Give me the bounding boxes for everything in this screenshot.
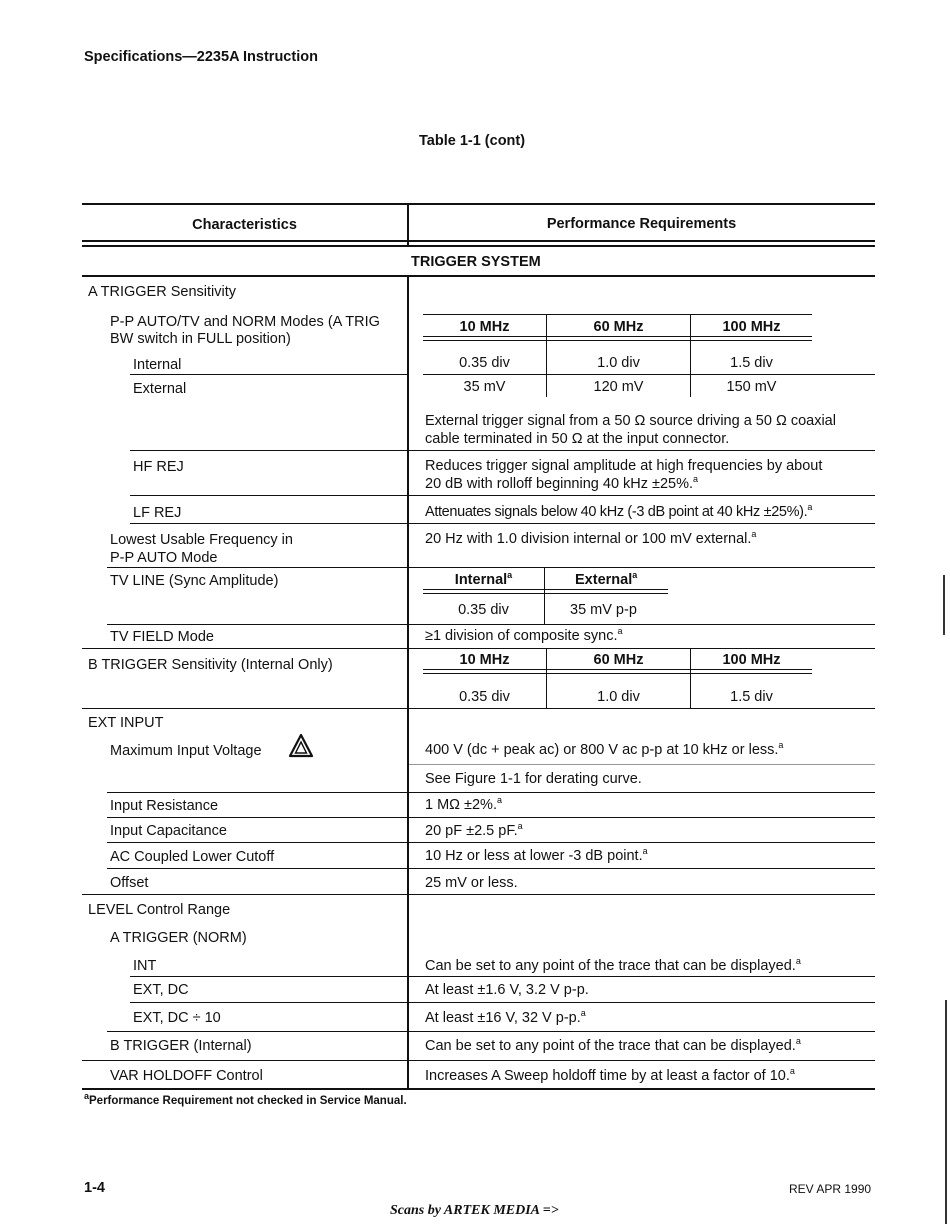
- column-divider: [407, 276, 409, 1088]
- external-value-100mhz: 150 mV: [726, 379, 777, 395]
- subtable-rule: [423, 374, 812, 375]
- a-trigger-mode-line1: P-P AUTO/TV and NORM Modes (A TRIG: [110, 314, 380, 330]
- b-value-10mhz: 0.35 div: [459, 689, 510, 705]
- footnote-text: Performance Requirement not checked in Service Manual.: [89, 1095, 407, 1107]
- row-rule: [82, 1060, 875, 1061]
- offset-label: Offset: [110, 875, 149, 891]
- var-holdoff-value: Increases A Sweep holdoff time by at least a factor of 10.: [425, 1068, 790, 1084]
- lowest-freq-line2: P-P AUTO Mode: [110, 550, 218, 566]
- b-freq-header-100mhz: 100 MHz: [722, 652, 781, 668]
- row-rule: [130, 1002, 875, 1003]
- row-rule: [107, 792, 875, 793]
- row-rule: [812, 374, 875, 375]
- a-trigger-label: A TRIGGER Sensitivity: [88, 284, 236, 300]
- external-note-line2: cable terminated in 50 Ω at the input connector.: [425, 431, 730, 447]
- lowest-freq-value: 20 Hz with 1.0 division internal or 100 mV external.: [425, 531, 752, 547]
- a-trigger-mode-line2: BW switch in FULL position): [110, 331, 291, 347]
- row-rule: [409, 764, 875, 765]
- footnote-marker: a: [795, 956, 801, 967]
- internal-value-60mhz: 1.0 div: [597, 355, 640, 371]
- ac-cutoff-label: AC Coupled Lower Cutoff: [110, 849, 275, 865]
- tv-line-header-external: External: [575, 572, 633, 588]
- column-header-characteristics: Characteristics: [192, 217, 297, 233]
- int-value: Can be set to any point of the trace that can be displayed.: [425, 958, 796, 974]
- internal-label: Internal: [133, 357, 182, 373]
- capacitance-label: Input Capacitance: [110, 823, 227, 839]
- max-voltage-value: 400 V (dc + peak ac) or 800 V ac p-p at 10 kHz or less.: [425, 742, 779, 758]
- internal-value-10mhz: 0.35 div: [459, 355, 510, 371]
- subtable-rule: [423, 336, 812, 337]
- hf-rej-label: HF REJ: [133, 459, 184, 475]
- hf-rej-line1: Reduces trigger signal amplitude at high frequencies by about: [425, 458, 823, 474]
- tv-field-value: ≥1 division of composite sync.: [425, 628, 618, 644]
- row-rule: [130, 374, 407, 375]
- revision-date: REV APR 1990: [789, 1182, 872, 1196]
- tv-field-label: TV FIELD Mode: [110, 629, 214, 645]
- table-top-rule: [82, 203, 875, 205]
- subtable-rule: [423, 593, 668, 594]
- footnote-marker: a: [778, 740, 784, 751]
- tv-line-value-internal: 0.35 div: [458, 602, 509, 618]
- subtable-rule: [423, 340, 812, 341]
- row-rule: [107, 624, 875, 625]
- footnote-marker: a: [642, 846, 648, 857]
- footnote-marker: a: [807, 502, 812, 513]
- var-holdoff-label: VAR HOLDOFF Control: [110, 1068, 263, 1084]
- footnote-marker: a: [617, 626, 623, 637]
- row-rule: [82, 708, 875, 709]
- row-rule: [107, 567, 875, 568]
- row-rule: [107, 817, 875, 818]
- footnote-marker: a: [693, 474, 699, 485]
- offset-value: 25 mV or less.: [425, 875, 518, 891]
- internal-value-100mhz: 1.5 div: [730, 355, 773, 371]
- scan-edge-mark: [943, 575, 945, 635]
- row-rule: [130, 976, 875, 977]
- b-freq-header-60mhz: 60 MHz: [593, 652, 644, 668]
- ext-dc10-value: At least ±16 V, 32 V p-p.: [425, 1010, 581, 1026]
- scan-credit: Scans by ARTEK MEDIA =>: [390, 1203, 559, 1218]
- ext-dc10-label: EXT, DC ÷ 10: [133, 1010, 221, 1026]
- footnote-marker: a: [84, 1091, 90, 1102]
- row-rule: [130, 495, 875, 496]
- level-a-trigger-label: A TRIGGER (NORM): [110, 930, 247, 946]
- row-rule: [130, 523, 875, 524]
- warning-triangle-icon: [288, 733, 314, 759]
- row-rule: [82, 894, 875, 895]
- ext-input-label: EXT INPUT: [88, 715, 164, 731]
- footnote-marker: a: [580, 1008, 586, 1019]
- footnote-marker: a: [751, 529, 757, 540]
- section-heading: TRIGGER SYSTEM: [411, 254, 541, 270]
- freq-header-60mhz: 60 MHz: [593, 319, 644, 335]
- ext-dc-value: At least ±1.6 V, 3.2 V p-p.: [425, 982, 589, 998]
- external-label: External: [133, 381, 187, 397]
- freq-header-10mhz: 10 MHz: [459, 319, 510, 335]
- footnote-marker: a: [517, 821, 523, 832]
- page-number: 1-4: [84, 1180, 105, 1196]
- subtable-rule: [423, 673, 812, 674]
- section-rule: [82, 275, 875, 277]
- footnote-marker: a: [789, 1066, 795, 1077]
- header-rule-1: [82, 240, 875, 242]
- subtable-rule: [423, 589, 668, 590]
- b-trigger-label: B TRIGGER Sensitivity (Internal Only): [88, 657, 333, 673]
- b-value-100mhz: 1.5 div: [730, 689, 773, 705]
- row-rule: [107, 1031, 875, 1032]
- row-rule: [82, 648, 875, 649]
- level-b-trigger-value: Can be set to any point of the trace that can be displayed.: [425, 1038, 796, 1054]
- tv-line-value-external: 35 mV p-p: [570, 602, 637, 618]
- footnote-marker: a: [795, 1036, 801, 1047]
- scan-edge-mark: [945, 1000, 947, 1224]
- external-value-60mhz: 120 mV: [593, 379, 644, 395]
- hf-rej-line2: 20 dB with rolloff beginning 40 kHz ±25%.: [425, 476, 694, 492]
- column-header-performance: Performance Requirements: [546, 216, 737, 232]
- level-control-label: LEVEL Control Range: [88, 902, 231, 918]
- lf-rej-value: Attenuates signals below 40 kHz (-3 dB point at 40 kHz ±25%).: [425, 504, 808, 520]
- int-label: INT: [133, 958, 157, 974]
- row-rule: [107, 842, 875, 843]
- derating-note: See Figure 1-1 for derating curve.: [425, 771, 642, 787]
- subtable-rule: [423, 669, 812, 670]
- resistance-value: 1 MΩ ±2%.: [425, 797, 497, 813]
- tv-line-header-internal: Internal: [454, 572, 508, 588]
- lowest-freq-line1: Lowest Usable Frequency in: [110, 532, 293, 548]
- tv-line-label: TV LINE (Sync Amplitude): [110, 573, 279, 589]
- b-freq-header-10mhz: 10 MHz: [459, 652, 510, 668]
- ext-dc-label: EXT, DC: [133, 982, 189, 998]
- resistance-label: Input Resistance: [110, 798, 219, 814]
- capacitance-value: 20 pF ±2.5 pF.: [425, 823, 518, 839]
- running-title: Specifications—2235A Instruction: [84, 49, 318, 65]
- subtable-top-rule: [423, 314, 812, 315]
- level-b-trigger-label: B TRIGGER (Internal): [110, 1038, 252, 1054]
- max-voltage-label: Maximum Input Voltage: [110, 743, 262, 759]
- table-bottom-rule: [82, 1088, 875, 1090]
- external-value-10mhz: 35 mV: [463, 379, 506, 395]
- footnote-marker: a: [632, 570, 638, 581]
- row-rule: [130, 450, 875, 451]
- header-rule-2: [82, 245, 875, 247]
- b-value-60mhz: 1.0 div: [597, 689, 640, 705]
- footnote-marker: a: [496, 795, 502, 806]
- lf-rej-label: LF REJ: [133, 505, 182, 521]
- freq-header-100mhz: 100 MHz: [722, 319, 781, 335]
- table-caption: Table 1-1 (cont): [419, 133, 526, 149]
- row-rule: [107, 868, 875, 869]
- ac-cutoff-value: 10 Hz or less at lower -3 dB point.: [425, 848, 643, 864]
- footnote-marker: a: [507, 570, 513, 581]
- external-note-line1: External trigger signal from a 50 Ω source driving a 50 Ω coaxial: [425, 413, 836, 429]
- subtable-divider: [544, 568, 545, 624]
